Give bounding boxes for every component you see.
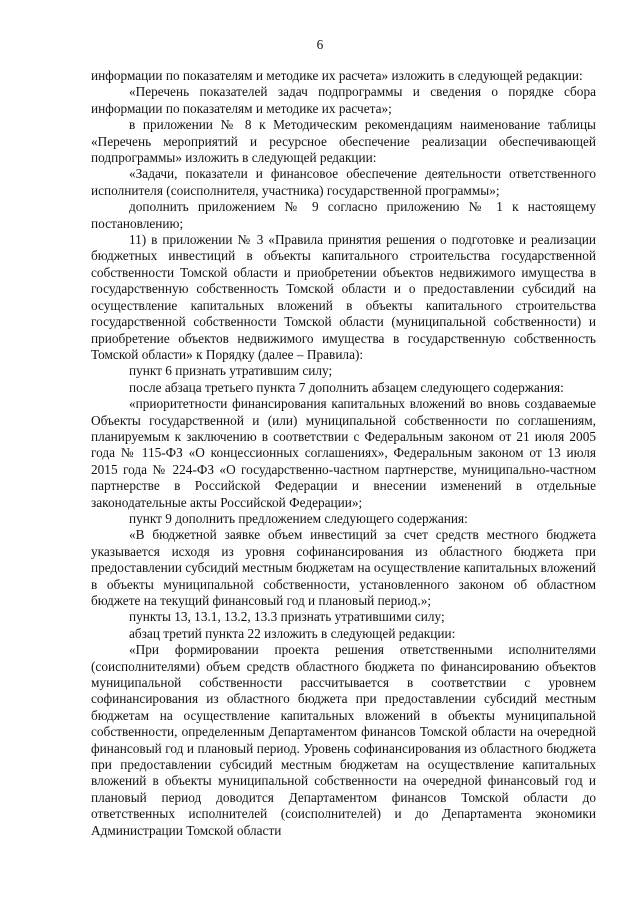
paragraph: после абзаца третьего пункта 7 дополнить абзацем следующего содержания: — [129, 379, 564, 395]
paragraph: пункт 9 дополнить предложением следующего содержания: — [129, 510, 468, 526]
paragraph: «Перечень показателей задач подпрограммы и сведения о порядке сбора информации по показателям и методике их расчета»; — [91, 84, 596, 116]
paragraph: пункты 13, 13.1, 13.2, 13.3 признать утратившими силу; — [129, 609, 445, 625]
paragraph: в приложении № 8 к Методическим рекомендациям наименование таблицы «Перечень мероприятий и ресурсное обеспечение реализации обеспечивающей подпрограммы» изложить в следующей редакции: — [91, 117, 596, 166]
paragraph: информации по показателям и методике их расчета» изложить в следующей редакции: — [91, 68, 583, 83]
paragraph: пункт 6 признать утратившим силу; — [129, 363, 333, 379]
page-number: 6 — [316, 37, 324, 52]
paragraph: дополнить приложением № 9 согласно приложению № 1 к настоящему постановлению; — [91, 199, 596, 231]
paragraph: «Задачи, показатели и финансовое обеспечение деятельности ответственного исполнителя (соисполнителя, участника) государственной программы»; — [91, 166, 596, 198]
paragraph: абзац третий пункта 22 изложить в следующей редакции: — [129, 625, 456, 641]
paragraph: «приоритетности финансирования капитальных вложений во вновь создаваемые Объекты государственной и (или) муниципальной собственности по соглашениям, планируемым к заключению в соответствии с Федеральным законом от 21 июля 2005 года № 115-ФЗ «О концессионных соглашениях», Федеральным законом от 13 июля 2015 года № 224-ФЗ «О государственно-частном партнерстве, муниципально-частном партнерстве в Российской Федерации и внесении изменений в отдельные законодательные акты Российской Федерации»; — [91, 396, 596, 510]
paragraph: «В бюджетной заявке объем инвестиций за счет средств местного бюджета указывается исходя из уровня софинансирования из областного бюджета при предоставлении субсидий местным бюджетам на осуществление капитальных вложений в объекты муниципальной собственности, установленного законом об областном бюджете на текущий финансовый год и плановый период.»; — [91, 527, 596, 608]
document-body — [91, 68, 596, 839]
paragraph: 11) в приложении № 3 «Правила принятия решения о подготовке и реализации бюджетных инвестиций в объекты капитального строительства государственной собственности Томской области и приобретении объектов недвижимого имущества в государственную собственность Томской области и о предоставлении субсидий на осуществление капитальных вложений в объекты капитального строительства государственной собственности Томской области (муниципальной собственности) и приобретение объектов недвижимого имущества в государственную собственность Томской области» к Порядку (далее – Правила): — [91, 232, 596, 362]
paragraph: «При формировании проекта решения ответственными исполнителями (соисполнителями) объем средств областного бюджета по финансированию объектов муниципальной собственности рассчитывается в соответствии с уровнем софинансирования из областного бюджета при предоставлении субсидий местным бюджетам на осуществление капитальных вложений в объекты муниципальной собственности, определенным Департаментом финансов Томской области на очередной финансовый год и плановый период. Уровень софинансирования из областного бюджета при предоставлении субсидий местным бюджетам на осуществление капитальных вложений в объекты муниципальной собственности на очередной финансовый год и плановый период доводится Департаментом финансов Томской области до ответственных исполнителей (соисполнителей) и до Департамента экономики Администрации Томской области — [91, 642, 596, 838]
